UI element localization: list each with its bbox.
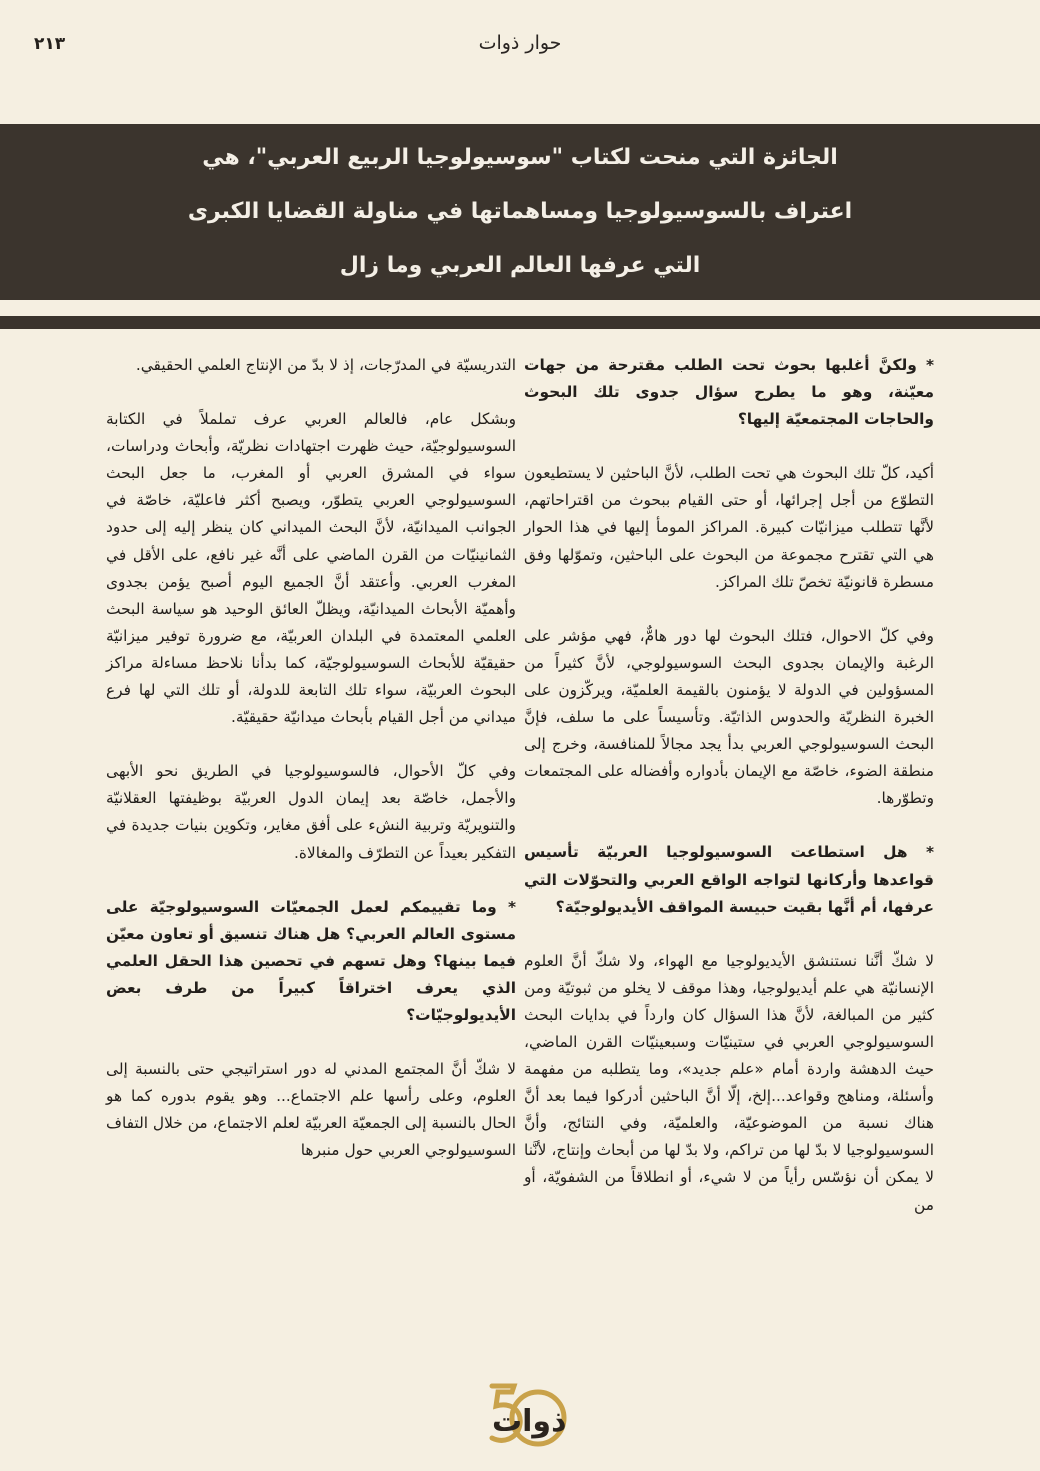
divider — [0, 316, 1040, 329]
section-title: حوار ذوات — [478, 32, 562, 54]
left-column — [106, 352, 516, 1191]
interview-question: * وما تقييمكم لعمل الجمعيّات السوسيولوجيّة على مستوى العالم العربي؟ هل هناك تنسيق أو تعاون معيّن فيما بينها؟ وهل تسهم في تحصين هذا الحقل العلمي الذي يعرف اختراقاً كبيراً من طرف بعض الأيديولوجيّات؟ — [106, 897, 516, 1024]
page-number: ٢١٣ — [34, 34, 66, 54]
interview-question: * ولكنَّ أغلبها بحوث تحت الطلب مقترحة من جهات معيّنة، وهو ما يطرح سؤال جدوى تلك البحوث والحاجات المجتمعيّة إليها؟ — [524, 356, 934, 429]
interview-question: * هل استطاعت السوسيولوجيا العربيّة تأسيس قواعدها وأركانها لتواجه الواقع العربي والتحوّلات التي عرفها، أم أنَّها بقيت حبيسة المواقف الأيديولوجيّة؟ — [524, 843, 934, 916]
interview-answer: التدريسيّة في المدرّجات، إذ لا بدّ من الإنتاج العلمي الحقيقي. — [135, 356, 516, 374]
right-column — [524, 352, 934, 1246]
pull-quote-line: الجائزة التي منحت لكتاب "سوسيولوجيا الربيع العربي"، هي — [202, 145, 838, 170]
interview-answer: لا شكّ أنَّ المجتمع المدني له دور استراتيجي حتى بالنسبة إلى العلوم، وعلى رأسها علم الاجتماع... وهو يقوم بدوره كما هو الحال بالنسبة إلى الجمعيّة العربيّة لعلم الاجتماع، من خلال التفاف السوسيولوجي العربي حول منبرها — [106, 1060, 516, 1160]
interview-answer: وفي كلّ الاحوال، فتلك البحوث لها دور هامٌّ، فهي مؤشر على الرغبة والإيمان بجدوى البحث السوسيولوجي، لأنَّ كثيراً من المسؤولين في الدولة لا يؤمنون بالقيمة العلميّة، ويركّزون على الخبرة النظريّة والحدوس الذاتيّة. وتأسيساً على ما سلف، فإنَّ البحث السوسيولوجي العربي بدأ يجد مجالاً للمنافسة، وخرج إلى منطقة الضوء، خاصّة مع الإيمان بأدواره وأفضاله على المجتمعات وتطوّرها. — [524, 626, 934, 808]
interview-answer: لا شكّ أنَّنا نستنشق الأيديولوجيا مع الهواء، ولا شكّ أنَّ العلوم الإنسانيّة هي علم أيديولوجيا، وهذا موقف لا يخلو من ثبوتيّة ومن كثير من المبالغة، لأنَّ هذا السؤال كان وارداً في بدايات البحث السوسيولوجي العربي في ستينيّات وسبعينيّات القرن الماضي، حيث الدهشة واردة أمام «علم جديد»، وما يتطلبه من مفهمة وأسئلة، ومناهج وقواعد...إلخ، إلّا أنَّ الباحثين أدركوا فيما بعد أنَّ هناك نسبة من الموضوعيّة، والعلميّة، وفي النتائج، وأنَّ السوسيولوجيا لا بدّ لها من تراكم، ولا بدّ لها من أبحاث وإنتاج، لأنَّنا لا يمكن أن نؤسّس رأياً من لا شيء، أو انطلاقاً من الشفويّة، أو من — [524, 951, 934, 1214]
pull-quote — [0, 124, 1040, 300]
pull-quote-line: التي عرفها العالم العربي وما زال — [339, 253, 701, 278]
dhawat-logo — [470, 1378, 580, 1458]
interview-answer: وفي كلّ الأحوال، فالسوسيولوجيا في الطريق نحو الأبهى والأجمل، خاصّة بعد إيمان الدول العربيّة بوظيفتها العقلانيّة والتنويريّة وتربية النشء على أفق مغاير، وتكوين بنيات جديدة في التفكير بعيداً عن التطرّف والمغالاة. — [106, 762, 516, 862]
logo-word: ذوات — [492, 1404, 567, 1439]
pull-quote-line: اعتراف بالسوسيولوجيا ومساهماتها في مناولة القضايا الكبرى — [187, 199, 853, 224]
interview-answer: وبشكل عام، فالعالم العربي عرف تململاً في الكتابة السوسيولوجيّة، حيث ظهرت اجتهادات نظريّة، وأبحاث ودراسات، سواء في المشرق العربي أو المغرب، ما جعل البحث السوسيولوجي العربي يتطوّر، ويصبح أكثر فاعليّة، خاصّة في الجوانب الميدانيّة، لأنَّ البحث الميداني كان ينظر إليه إلى حدود الثمانينيّات من القرن الماضي على أنَّه غير نافع، على الأقل في المغرب العربي. وأعتقد أنَّ الجميع اليوم أصبح يؤمن بجدوى وأهميّة الأبحاث الميدانيّة، ويظلّ العائق الوحيد هو سياسة البحث العلمي المعتمدة في البلدان العربيّة، مع ضرورة توفير ميزانيّة حقيقيّة للأبحاث السوسيولوجيّة، كما بدأنا نلاحظ مساءلة مراكز البحوث العربيّة، سواء تلك التابعة للدولة، أو تلك التي لها فرع ميداني من أجل القيام بأبحاث ميدانيّة حقيقيّة. — [106, 410, 516, 727]
page-header — [0, 28, 1040, 68]
interview-answer: أكيد، كلّ تلك البحوث هي تحت الطلب، لأنَّ الباحثين لا يستطيعون التطوّع من أجل إجرائها، أو حتى القيام ببحوث من اقتراحاتهم، لأنَّها تتطلب ميزانيّات كبيرة. المراكز المومأ إليها في هذا الحوار هي التي تقترح مجموعة من البحوث على الباحثين، وتموّلها وفق مسطرة قانونيّة تخصّ تلك المراكز. — [524, 464, 934, 591]
